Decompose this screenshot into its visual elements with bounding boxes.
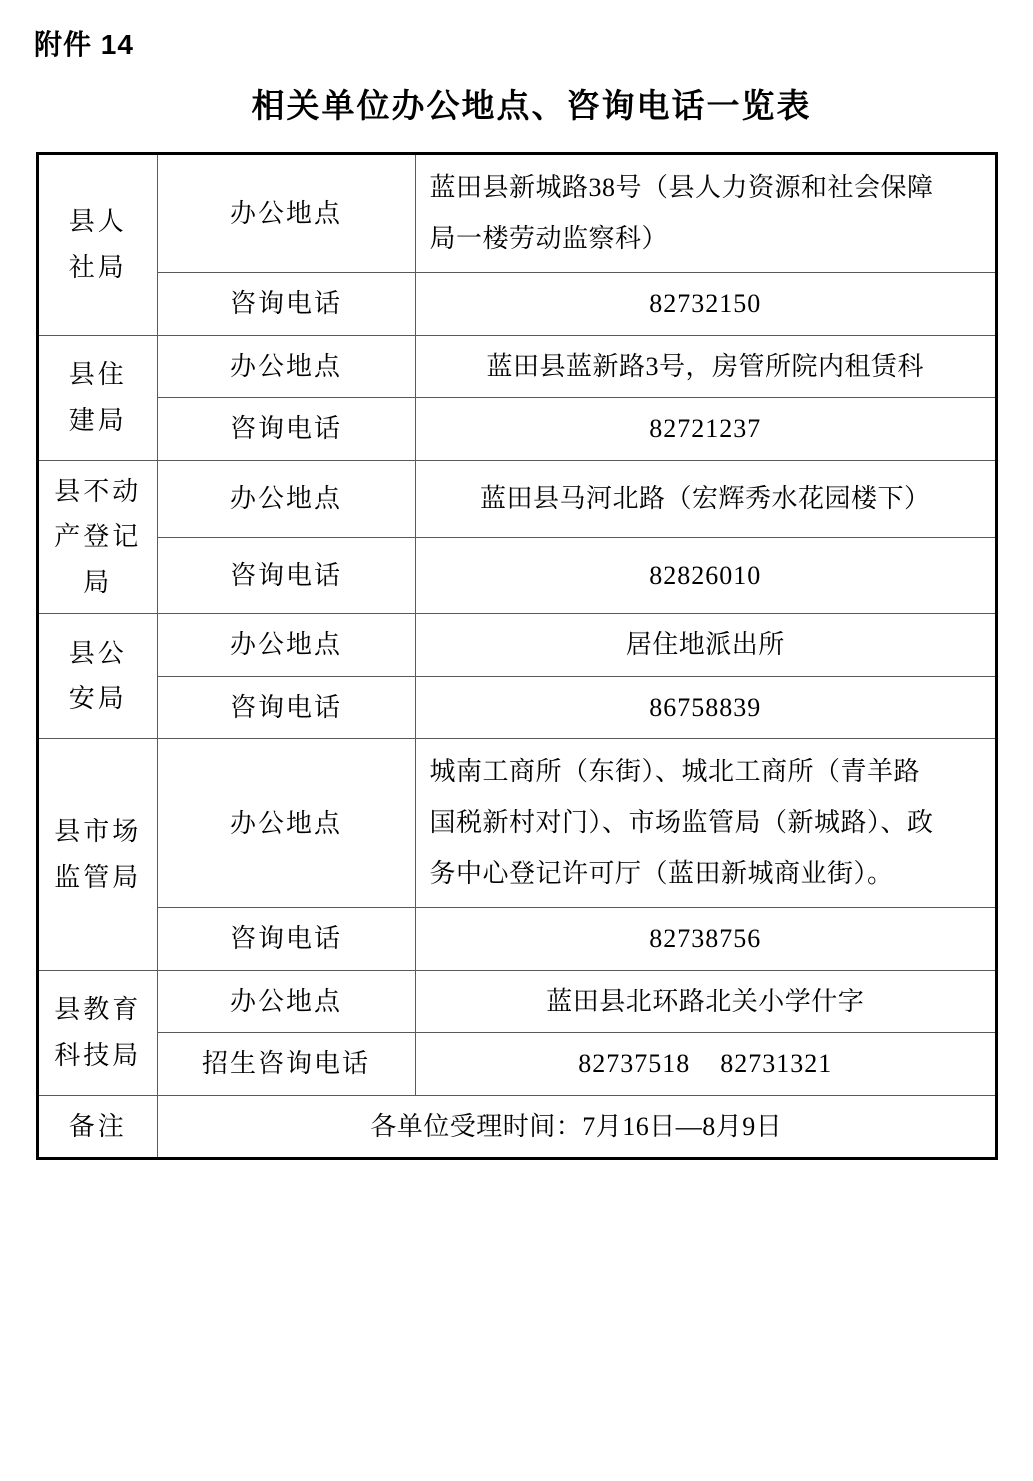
org-name-line: 县住 <box>68 360 127 390</box>
field-label: 咨询电话 <box>157 273 415 336</box>
table-row <box>39 739 995 908</box>
field-label: 咨询电话 <box>157 398 415 461</box>
field-label: 办公地点 <box>157 155 415 273</box>
field-value: 蓝田县北环路北关小学什字 <box>415 970 995 1033</box>
field-value <box>415 155 995 273</box>
org-name-cell <box>39 739 157 971</box>
org-name-cell <box>39 970 157 1095</box>
org-name-line: 科技局 <box>54 1040 142 1070</box>
field-label: 办公地点 <box>157 970 415 1033</box>
table-row <box>39 460 995 537</box>
field-value-line: 城南工商所（东街）、城北工商所（青羊路 <box>429 757 921 787</box>
remark-value: 各单位受理时间：7月16日—8月9日 <box>157 1095 995 1157</box>
table-row <box>39 1033 995 1096</box>
org-name-cell <box>39 155 157 335</box>
org-name-cell <box>39 460 157 614</box>
field-label: 咨询电话 <box>157 908 415 971</box>
org-name-line: 县不动 <box>54 476 142 506</box>
field-label: 咨询电话 <box>157 537 415 614</box>
field-value: 蓝田县蓝新路3号，房管所院内租赁科 <box>415 335 995 398</box>
org-name-line: 建局 <box>68 405 127 435</box>
field-value <box>415 739 995 908</box>
org-name-line: 产登记 <box>54 522 142 552</box>
field-value-line: 国税新村对门）、市场监管局（新城路）、政 <box>429 808 934 838</box>
org-name-cell <box>39 335 157 460</box>
table-row <box>39 155 995 273</box>
table-row <box>39 335 995 398</box>
table-row-remark <box>39 1095 995 1157</box>
table-row <box>39 970 995 1033</box>
field-label: 招生咨询电话 <box>157 1033 415 1096</box>
org-name-cell <box>39 614 157 739</box>
phone-value: 82737518 82731321 <box>415 1033 995 1096</box>
org-name-line: 县公 <box>68 638 127 668</box>
phone-value: 82732150 <box>415 273 995 336</box>
phone-value: 82738756 <box>415 908 995 971</box>
org-name-line: 县教育 <box>54 995 142 1025</box>
org-name-line: 安局 <box>68 684 127 714</box>
table-row <box>39 676 995 739</box>
org-name-line: 监管局 <box>54 862 142 892</box>
org-name-line: 县人 <box>68 207 127 237</box>
table-body <box>39 155 995 1157</box>
office-contact-table-wrapper <box>36 152 998 1160</box>
org-name-line: 社局 <box>68 252 127 282</box>
table-row <box>39 614 995 677</box>
org-name-line: 县市场 <box>54 817 142 847</box>
phone-value: 86758839 <box>415 676 995 739</box>
phone-value: 82721237 <box>415 398 995 461</box>
table-row <box>39 273 995 336</box>
org-name-line: 局 <box>83 567 113 597</box>
field-label: 咨询电话 <box>157 676 415 739</box>
phone-value: 82826010 <box>415 537 995 614</box>
field-value-line: 局一楼劳动监察科） <box>429 223 669 253</box>
field-label: 办公地点 <box>157 739 415 908</box>
field-value-line: 务中心登记许可厅（蓝田新城商业街）。 <box>429 858 894 888</box>
table-row <box>39 908 995 971</box>
office-contact-table <box>39 155 995 1157</box>
remark-label: 备注 <box>39 1095 157 1157</box>
field-value-line: 蓝田县新城路38号（县人力资源和社会保障 <box>429 173 934 202</box>
page-title: 相关单位办公地点、咨询电话一览表 <box>251 87 812 124</box>
table-row <box>39 398 995 461</box>
field-label: 办公地点 <box>157 335 415 398</box>
table-row <box>39 537 995 614</box>
field-value: 蓝田县马河北路（宏辉秀水花园楼下） <box>415 460 995 537</box>
field-label: 办公地点 <box>157 614 415 677</box>
field-value: 居住地派出所 <box>415 614 995 677</box>
attachment-label: 附件 14 <box>34 29 134 60</box>
field-label: 办公地点 <box>157 460 415 537</box>
